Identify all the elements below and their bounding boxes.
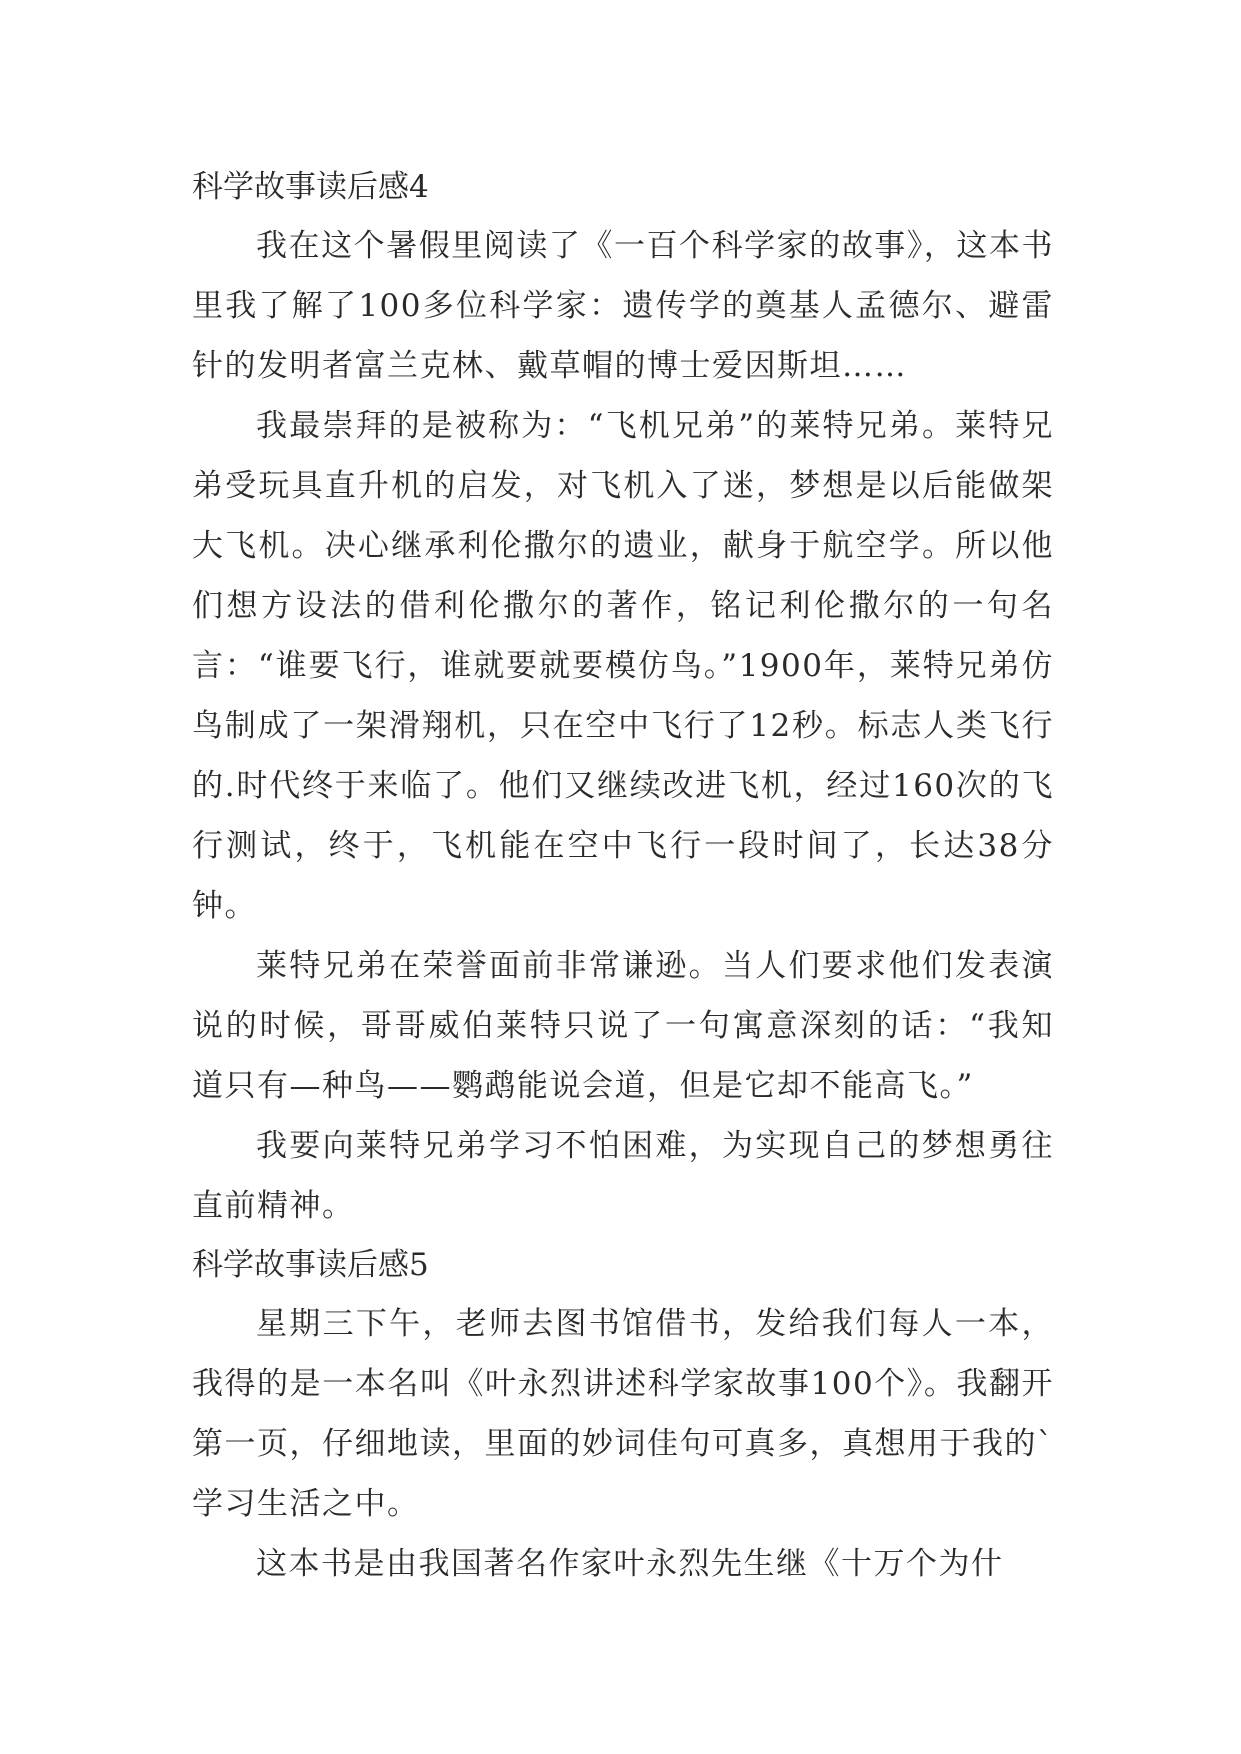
paragraph: 星期三下午，老师去图书馆借书，发给我们每人一本，我得的是一本名叫《叶永烈讲述科学家故事100个》。我翻开第一页，仔细地读，里面的妙词佳句可真多，真想用于我的`学习生活之中。 [192, 1306, 1054, 1522]
paragraph: 我最崇拜的是被称为：“飞机兄弟”的莱特兄弟。莱特兄弟受玩具直升机的启发，对飞机入了迷，梦想是以后能做架大飞机。决心继承利伦撒尔的遗业，献身于航空学。所以他们想方设法的借利伦撒尔的著作，铭记利伦撒尔的一句名言：“谁要飞行，谁就要就要模仿鸟。”1900年，莱特兄弟仿鸟制成了一架滑翔机，只在空中飞行了12秒。标志人类飞行的.时代终于来临了。他们又继续改进飞机，经过160次的飞行测试，终于，飞机能在空中飞行一段时间了，长达38分钟。 [192, 408, 1054, 924]
section-heading: 科学故事读后感4 [192, 169, 429, 205]
paragraph: 这本书是由我国著名作家叶永烈先生继《十万个为什 [256, 1546, 1004, 1582]
paragraph: 我在这个暑假里阅读了《一百个科学家的故事》，这本书里我了解了100多位科学家：遗传学的奠基人孟德尔、避雷针的发明者富兰克林、戴草帽的博士爱因斯坦…… [192, 228, 1054, 384]
paragraph: 莱特兄弟在荣誉面前非常谦逊。当人们要求他们发表演说的时候，哥哥威伯莱特只说了一句寓意深刻的话：“我知道只有—种鸟——鹦鹉能说会道，但是它却不能高飞。” [192, 948, 1054, 1104]
section-heading: 科学故事读后感5 [192, 1247, 429, 1283]
document-body [192, 158, 1054, 1594]
paragraph: 我要向莱特兄弟学习不怕困难，为实现自己的梦想勇往直前精神。 [192, 1128, 1054, 1224]
